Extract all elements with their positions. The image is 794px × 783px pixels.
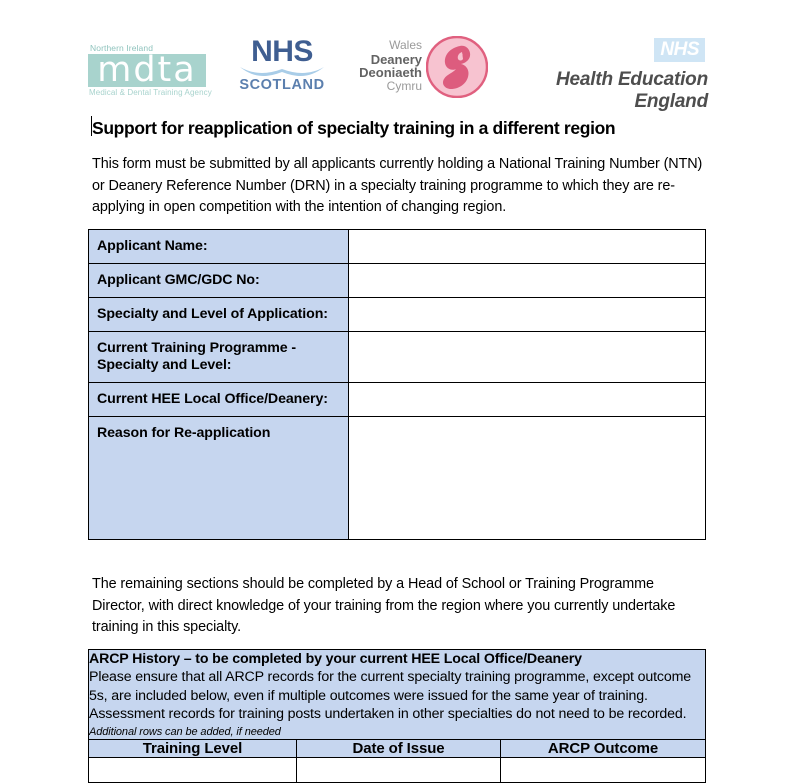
wales-deanery-text <box>344 39 422 93</box>
hee-name-text: Health Education England <box>556 69 708 112</box>
nimdta-logo <box>88 43 212 98</box>
arcp-instructions-cell <box>89 650 706 740</box>
current-hee-local-office-field[interactable] <box>349 383 706 417</box>
reason-for-reapplication-label: Reason for Re-application <box>89 417 349 540</box>
nhs-scotland-wave-icon <box>236 65 328 76</box>
applicant-gmc-gdc-field[interactable] <box>349 264 706 298</box>
logo-strip <box>0 30 794 112</box>
table-row <box>89 417 706 540</box>
table-row <box>89 757 706 782</box>
specialty-level-field[interactable] <box>349 298 706 332</box>
table-row <box>89 332 706 383</box>
current-hee-local-office-label: Current HEE Local Office/Deanery: <box>89 383 349 417</box>
arcp-outcome-cell[interactable] <box>501 757 706 782</box>
column-header-arcp-outcome: ARCP Outcome <box>501 739 706 757</box>
column-header-date-of-issue: Date of Issue <box>297 739 501 757</box>
arcp-history-body: Please ensure that all ARCP records for the current specialty training programme, except outcome 5s, are included below, even if multiple outcomes were issued for the same year of training. Assessment records for training posts undertaken in other specialties do not need to be recorded. <box>89 669 692 722</box>
applicant-gmc-gdc-label: Applicant GMC/GDC No: <box>89 264 349 298</box>
arcp-additional-rows-note: Additional rows can be added, if needed <box>89 725 281 738</box>
table-row <box>89 230 706 264</box>
arcp-training-level-cell[interactable] <box>89 757 297 782</box>
wales-line-2: Deanery <box>370 51 422 67</box>
arcp-instructions-row <box>89 650 706 740</box>
applicant-name-label: Applicant Name: <box>89 230 349 264</box>
hee-nhs-text: NHS <box>660 39 699 60</box>
wales-deanery-logo <box>344 39 494 99</box>
arcp-history-table <box>88 649 706 783</box>
column-header-training-level: Training Level <box>89 739 297 757</box>
wales-line-4: Cymru <box>386 78 422 93</box>
arcp-history-heading: ARCP History – to be completed by your current HEE Local Office/Deanery <box>89 651 582 667</box>
arcp-header-row <box>89 739 706 757</box>
nimdta-bottom-line: Medical & Dental Training Agency <box>89 88 212 97</box>
table-row <box>89 298 706 332</box>
hee-nhs-box <box>654 38 705 62</box>
nhs-scotland-logo <box>236 36 328 93</box>
specialty-level-label: Specialty and Level of Application: <box>89 298 349 332</box>
welsh-dragon-icon <box>426 36 488 98</box>
applicant-details-table <box>88 229 706 540</box>
health-education-england-logo <box>508 38 708 112</box>
nimdta-wordmark <box>88 50 206 90</box>
nhs-scotland-nation-text: SCOTLAND <box>239 77 325 93</box>
nimdta-top-line: Northern Ireland <box>90 43 154 53</box>
intro-paragraph: This form must be submitted by all applicants currently holding a National Training Number (NTN) or Deanery Reference Number (DRN) in a specialty training programme to which they are re-applying in open competition with the intention of changing region. <box>92 156 703 215</box>
nhs-scotland-nhs-text: NHS <box>251 35 313 68</box>
current-training-programme-field[interactable] <box>349 332 706 383</box>
wales-line-3: Deoniaeth <box>359 65 422 80</box>
arcp-date-of-issue-cell[interactable] <box>297 757 501 782</box>
table-row <box>89 264 706 298</box>
applicant-name-field[interactable] <box>349 230 706 264</box>
nimdta-letters: mdta <box>97 50 197 90</box>
table-row <box>89 383 706 417</box>
remaining-sections-paragraph: The remaining sections should be completed by a Head of School or Training Programme Director, with direct knowledge of your training from the region where you currently undertake training in this specialty. <box>92 576 676 635</box>
current-training-programme-label: Current Training Programme - Specialty and Level: <box>89 332 349 383</box>
page-title: Support for reapplication of specialty training in a different region <box>92 118 616 138</box>
reason-for-reapplication-field[interactable] <box>349 417 706 540</box>
wales-line-1: Wales <box>389 38 422 52</box>
